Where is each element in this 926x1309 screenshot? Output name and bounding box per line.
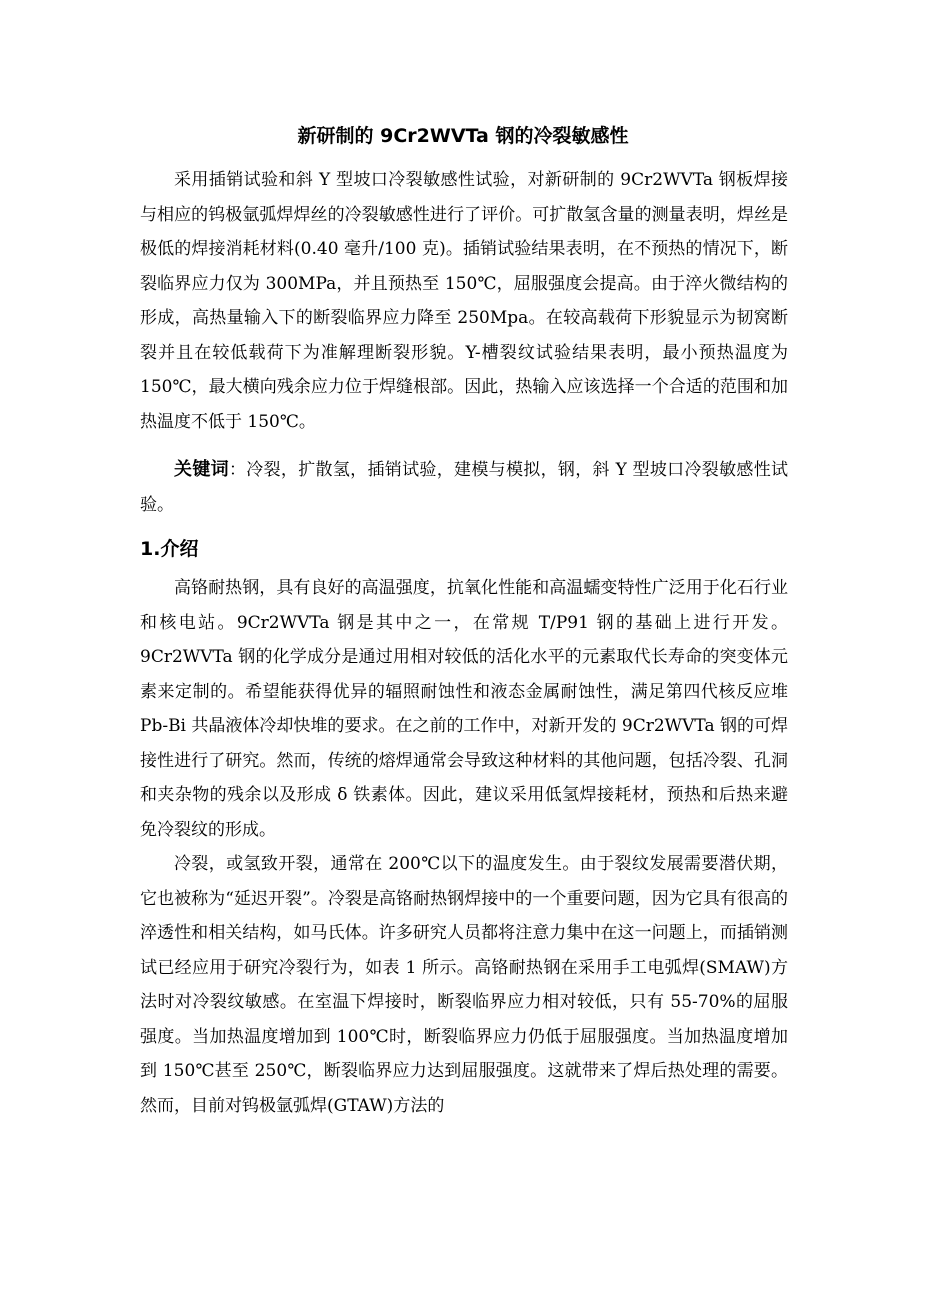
document-title: 新研制的 9Cr2WVTa 钢的冷裂敏感性 [297,125,629,147]
keywords-label: 关键词 [174,459,229,480]
keywords-paragraph [140,453,788,522]
document-body [140,163,788,1123]
abstract-paragraph: 采用插销试验和斜 Y 型坡口冷裂敏感性试验，对新研制的 9Cr2WVTa 钢板焊接与相应的钨极氩弧焊焊丝的冷裂敏感性进行了评价。可扩散氢含量的测量表明，焊丝是极低的焊接消耗材料(0.40 毫升/100 克)。插销试验结果表明，在不预热的情况下，断裂临界应力仅为 300MPa，并且预热至 150℃，屈服强度会提高。由于淬火微结构的形成，高热量输入下的断裂临界应力降至 250Mpa。在较高载荷下形貌显示为韧窝断裂并且在较低载荷下为准解理断裂形貌。Y-槽裂纹试验结果表明，最小预热温度为 150℃，最大横向残余应力位于焊缝根部。因此，热输入应该选择一个合适的范围和加热温度不低于 150℃。 [140,170,788,432]
keywords-text: ：冷裂，扩散氢，插销试验，建模与模拟，钢，斜 Y 型坡口冷裂敏感性试验。 [140,460,789,515]
section-heading-introduction: 1.介绍 [140,538,199,560]
intro-paragraph-2: 冷裂，或氢致开裂，通常在 200℃以下的温度发生。由于裂纹发展需要潜伏期，它也被称为“延迟开裂”。冷裂是高铬耐热钢焊接中的一个重要问题，因为它具有很高的淬透性和相关结构，如马氏体。许多研究人员都将注意力集中在这一问题上，而插销测试已经应用于研究冷裂行为，如表 1 所示。高铬耐热钢在采用手工电弧焊(SMAW)方法时对冷裂纹敏感。在室温下焊接时，断裂临界应力相对较低，只有 55-70%的屈服强度。当加热温度增加到 100℃时，断裂临界应力仍低于屈服强度。当加热温度增加到 150℃甚至 250℃，断裂临界应力达到屈服强度。这就带来了焊后热处理的需要。然而，目前对钨极氩弧焊(GTAW)方法的 [140,854,788,1116]
intro-paragraph-1: 高铬耐热钢，具有良好的高温强度，抗氧化性能和高温蠕变特性广泛用于化石行业和核电站。9Cr2WVTa 钢是其中之一，在常规 T/P91 钢的基础上进行开发。9Cr2WVTa 钢的化学成分是通过用相对较低的活化水平的元素取代长寿命的突变体元素来定制的。希望能获得优异的辐照耐蚀性和液态金属耐蚀性，满足第四代核反应堆 Pb-Bi 共晶液体冷却快堆的要求。在之前的工作中，对新开发的 9Cr2WVTa 钢的可焊接性进行了研究。然而，传统的熔焊通常会导致这种材料的其他问题，包括冷裂、孔洞和夹杂物的残余以及形成 δ 铁素体。因此，建议采用低氢焊接耗材，预热和后热来避免冷裂纹的形成。 [140,578,788,840]
